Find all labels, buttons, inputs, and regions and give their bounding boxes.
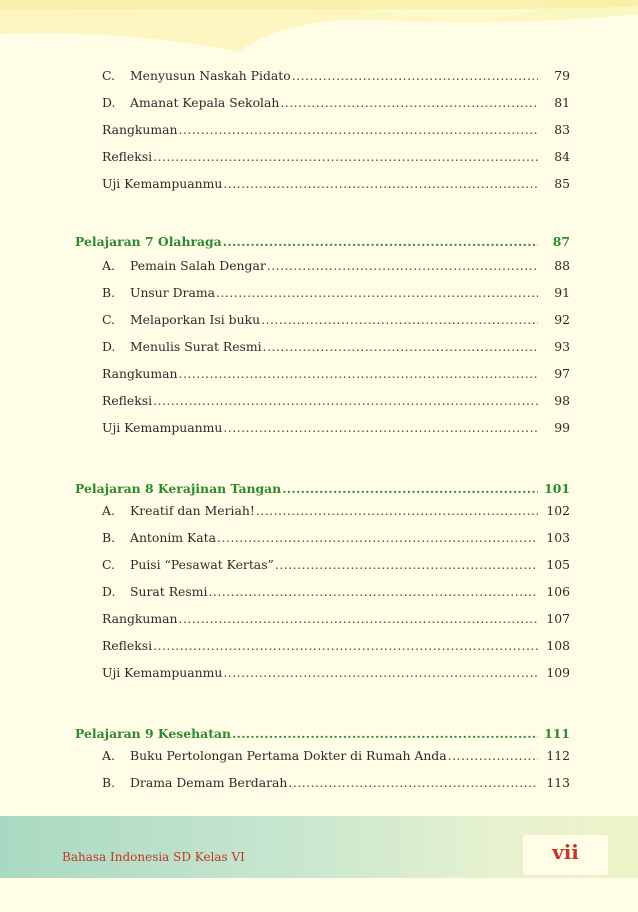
- dot-leader: [153, 391, 538, 411]
- toc-entry[interactable]: [75, 147, 570, 167]
- dot-leader: [179, 120, 538, 140]
- toc-entry-letter: D.: [102, 584, 116, 599]
- toc-entry[interactable]: [75, 582, 570, 602]
- toc-entry[interactable]: [75, 555, 570, 575]
- toc-entry-letter: B.: [102, 530, 116, 545]
- toc-entry-page: 108: [546, 638, 570, 653]
- toc-entry-page: 83: [554, 122, 570, 137]
- toc-entry[interactable]: [75, 418, 570, 438]
- toc-entry[interactable]: [75, 93, 570, 113]
- toc-entry-title: Amanat Kepala Sekolah: [130, 95, 280, 110]
- toc-entry-page: 105: [546, 557, 570, 572]
- toc-entry-page: 84: [554, 149, 570, 164]
- dot-leader: [179, 364, 538, 384]
- toc-entry-title: Rangkuman: [102, 366, 178, 381]
- dot-leader: [288, 773, 538, 793]
- toc-entry-page: 112: [546, 748, 570, 763]
- toc-entry-page: 91: [554, 285, 570, 300]
- toc-entry-title: Drama Demam Berdarah: [130, 775, 288, 790]
- toc-entry[interactable]: [75, 310, 570, 330]
- toc-entry[interactable]: [75, 391, 570, 411]
- toc-entry[interactable]: [75, 609, 570, 629]
- toc-entry-title: Buku Pertolongan Pertama Dokter di Rumah Anda: [130, 748, 447, 763]
- toc-entry-page: 103: [546, 530, 570, 545]
- toc-entry[interactable]: [75, 663, 570, 683]
- toc-entry-page: 93: [554, 339, 570, 354]
- dot-leader: [153, 147, 538, 167]
- toc-entry-page: 101: [544, 481, 570, 496]
- dot-leader: [292, 66, 538, 86]
- toc-entry-page: 79: [554, 68, 570, 83]
- toc-entry-page: 106: [546, 584, 570, 599]
- toc-entry-page: 87: [552, 234, 570, 249]
- toc-entry-title: Rangkuman: [102, 122, 178, 137]
- toc-chapter-entry[interactable]: [75, 479, 570, 499]
- toc-entry[interactable]: [75, 66, 570, 86]
- toc-entry-letter: A.: [102, 748, 115, 763]
- toc-entry-page: 109: [546, 665, 570, 680]
- toc-entry-title: Refleksi: [102, 638, 153, 653]
- toc-entry-title: Unsur Drama: [130, 285, 216, 300]
- dot-leader: [153, 636, 538, 656]
- dot-leader: [261, 310, 538, 330]
- toc-entry-title: Pemain Salah Dengar: [130, 258, 266, 273]
- toc-entry[interactable]: [75, 256, 570, 276]
- dot-leader: [267, 256, 538, 276]
- dot-leader: [216, 283, 538, 303]
- toc-entry-title: Uji Kemampuanmu: [102, 420, 223, 435]
- dot-leader: [280, 93, 538, 113]
- toc-entry-title: Menulis Surat Resmi: [130, 339, 262, 354]
- toc-chapter-entry[interactable]: [75, 724, 570, 744]
- toc-entry-letter: C.: [102, 312, 115, 327]
- toc-entry[interactable]: [75, 636, 570, 656]
- dot-leader: [282, 479, 538, 499]
- dot-leader: [179, 609, 538, 629]
- toc-entry-title: Puisi “Pesawat Kertas”: [130, 557, 274, 572]
- dot-leader: [217, 528, 538, 548]
- toc-entry[interactable]: [75, 746, 570, 766]
- toc-entry-letter: B.: [102, 775, 116, 790]
- toc-entry-page: 81: [554, 95, 570, 110]
- toc-entry[interactable]: [75, 528, 570, 548]
- toc-entry-letter: D.: [102, 339, 116, 354]
- toc-entry[interactable]: [75, 283, 570, 303]
- dot-leader: [232, 724, 538, 744]
- page-number: vii: [552, 840, 579, 864]
- dot-leader: [263, 337, 538, 357]
- dot-leader: [208, 582, 538, 602]
- toc-entry[interactable]: [75, 120, 570, 140]
- toc-entry-letter: C.: [102, 557, 115, 572]
- toc-entry-page: 92: [554, 312, 570, 327]
- toc-entry-page: 85: [554, 176, 570, 191]
- dot-leader: [223, 174, 538, 194]
- toc-entry-title: Menyusun Naskah Pidato: [130, 68, 291, 83]
- toc-entry[interactable]: [75, 501, 570, 521]
- toc-entry-page: 107: [546, 611, 570, 626]
- toc-entry-title: Pelajaran 7 Olahraga: [75, 234, 222, 249]
- toc-entry-title: Surat Resmi: [130, 584, 208, 599]
- toc-entry-title: Kreatif dan Meriah!: [130, 503, 255, 518]
- toc-entry-page: 111: [544, 726, 570, 741]
- dot-leader: [223, 232, 538, 252]
- footer-book-title: Bahasa Indonesia SD Kelas VI: [62, 850, 245, 864]
- toc-entry-page: 88: [554, 258, 570, 273]
- toc-entry-letter: C.: [102, 68, 115, 83]
- dot-leader: [223, 663, 538, 683]
- toc-entry-letter: A.: [102, 503, 115, 518]
- toc-entry-page: 97: [554, 366, 570, 381]
- toc-entry[interactable]: [75, 174, 570, 194]
- toc-entry-title: Pelajaran 8 Kerajinan Tangan: [75, 481, 282, 496]
- toc-entry-title: Refleksi: [102, 149, 153, 164]
- dot-leader: [223, 418, 538, 438]
- toc-entry-letter: A.: [102, 258, 115, 273]
- toc-entry-page: 98: [554, 393, 570, 408]
- toc-entry-letter: B.: [102, 285, 116, 300]
- toc-entry-title: Uji Kemampuanmu: [102, 665, 223, 680]
- toc-entry-title: Melaporkan Isi buku: [130, 312, 261, 327]
- toc-entry[interactable]: [75, 773, 570, 793]
- toc-chapter-entry[interactable]: [75, 232, 570, 252]
- dot-leader: [256, 501, 538, 521]
- toc-entry-title: Uji Kemampuanmu: [102, 176, 223, 191]
- toc-entry-page: 102: [546, 503, 570, 518]
- dot-leader: [448, 746, 538, 766]
- dot-leader: [275, 555, 538, 575]
- toc-entry[interactable]: [75, 364, 570, 384]
- toc-entry-page: 113: [546, 775, 570, 790]
- toc-entry-title: Rangkuman: [102, 611, 178, 626]
- toc-entry-title: Pelajaran 9 Kesehatan: [75, 726, 231, 741]
- toc-entry[interactable]: [75, 337, 570, 357]
- toc-entry-letter: D.: [102, 95, 116, 110]
- toc-entry-page: 99: [554, 420, 570, 435]
- toc-entry-title: Antonim Kata: [130, 530, 217, 545]
- top-decoration: [0, 0, 638, 60]
- toc-entry-title: Refleksi: [102, 393, 153, 408]
